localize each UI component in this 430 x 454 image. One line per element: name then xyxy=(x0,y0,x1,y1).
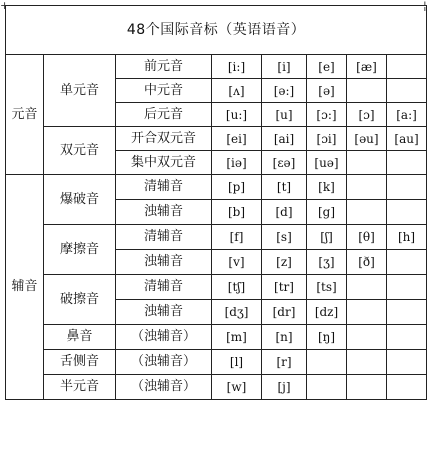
symbol-cell: [e] xyxy=(307,55,347,79)
symbol-cell: [uə] xyxy=(307,151,347,175)
table-row xyxy=(6,375,427,400)
table-row xyxy=(6,225,427,250)
table-row xyxy=(6,350,427,375)
corner-mark-right: ¦ xyxy=(423,0,427,12)
phonetic-table-frame xyxy=(5,5,426,452)
symbol-cell: [ei] xyxy=(212,127,262,151)
symbol-cell: [ə] xyxy=(307,79,347,103)
group-label: 舌侧音 xyxy=(44,350,116,375)
group-label: 鼻音 xyxy=(44,325,116,350)
symbol-cell xyxy=(387,275,427,300)
symbol-cell xyxy=(387,79,427,103)
row-label: 前元音 xyxy=(116,55,212,79)
symbol-cell: [ts] xyxy=(307,275,347,300)
symbol-cell: [g] xyxy=(307,200,347,225)
row-label: 开合双元音 xyxy=(116,127,212,151)
symbol-cell: [ʌ] xyxy=(212,79,262,103)
row-label: 后元音 xyxy=(116,103,212,127)
symbol-cell: [ŋ] xyxy=(307,325,347,350)
table-row xyxy=(6,275,427,300)
row-label: 清辅音 xyxy=(116,175,212,200)
monophthongs-label: 单元音 xyxy=(44,55,116,127)
symbol-cell: [ə:] xyxy=(262,79,307,103)
table-row xyxy=(6,175,427,200)
symbol-cell: [əu] xyxy=(347,127,387,151)
symbol-cell xyxy=(307,375,347,400)
symbol-cell: [tʃ] xyxy=(212,275,262,300)
symbol-cell: [tr] xyxy=(262,275,307,300)
table-title: 48个国际音标（英语语音） xyxy=(6,6,427,55)
symbol-cell xyxy=(387,350,427,375)
symbol-cell: [n] xyxy=(262,325,307,350)
group-label: 爆破音 xyxy=(44,175,116,225)
row-label: 浊辅音 xyxy=(116,200,212,225)
phonetic-table xyxy=(5,5,427,400)
symbol-cell xyxy=(387,375,427,400)
symbol-cell: [b] xyxy=(212,200,262,225)
row-label: 清辅音 xyxy=(116,275,212,300)
symbol-cell xyxy=(387,250,427,275)
symbol-cell: [p] xyxy=(212,175,262,200)
group-label: 破擦音 xyxy=(44,275,116,325)
row-label: （浊辅音） xyxy=(116,375,212,400)
symbol-cell: [iə] xyxy=(212,151,262,175)
symbol-cell: [au] xyxy=(387,127,427,151)
symbol-cell: [s] xyxy=(262,225,307,250)
group-label: 摩擦音 xyxy=(44,225,116,275)
symbol-cell: [θ] xyxy=(347,225,387,250)
symbol-cell xyxy=(307,350,347,375)
symbol-cell: [k] xyxy=(307,175,347,200)
symbol-cell xyxy=(347,300,387,325)
symbol-cell: [ɔi] xyxy=(307,127,347,151)
symbol-cell: [t] xyxy=(262,175,307,200)
symbol-cell: [v] xyxy=(212,250,262,275)
table-row xyxy=(6,55,427,79)
table-row xyxy=(6,325,427,350)
symbol-cell: [u:] xyxy=(212,103,262,127)
corner-mark-left: + xyxy=(0,0,10,12)
row-label: 浊辅音 xyxy=(116,250,212,275)
symbol-cell: [l] xyxy=(212,350,262,375)
group-label: 半元音 xyxy=(44,375,116,400)
symbol-cell: [d] xyxy=(262,200,307,225)
row-label: （浊辅音） xyxy=(116,350,212,375)
symbol-cell: [z] xyxy=(262,250,307,275)
symbol-cell: [dr] xyxy=(262,300,307,325)
symbol-cell: [w] xyxy=(212,375,262,400)
symbol-cell xyxy=(387,300,427,325)
symbol-cell: [r] xyxy=(262,350,307,375)
symbol-cell xyxy=(387,151,427,175)
consonants-label: 辅音 xyxy=(6,175,44,400)
symbol-cell: [a:] xyxy=(387,103,427,127)
diphthongs-label: 双元音 xyxy=(44,127,116,175)
symbol-cell xyxy=(347,350,387,375)
symbol-cell xyxy=(347,275,387,300)
symbol-cell: [i] xyxy=(262,55,307,79)
symbol-cell: [j] xyxy=(262,375,307,400)
symbol-cell: [ʃ] xyxy=(307,225,347,250)
symbol-cell xyxy=(347,175,387,200)
symbol-cell xyxy=(387,55,427,79)
symbol-cell xyxy=(387,325,427,350)
symbol-cell xyxy=(347,200,387,225)
symbol-cell: [ð] xyxy=(347,250,387,275)
row-label: 清辅音 xyxy=(116,225,212,250)
symbol-cell xyxy=(387,200,427,225)
vowels-label: 元音 xyxy=(6,55,44,175)
symbol-cell: [dz] xyxy=(307,300,347,325)
symbol-cell: [ʒ] xyxy=(307,250,347,275)
table-row xyxy=(6,127,427,151)
symbol-cell: [ɔ:] xyxy=(307,103,347,127)
title-row xyxy=(6,6,427,55)
symbol-cell: [ɛə] xyxy=(262,151,307,175)
row-label: 集中双元音 xyxy=(116,151,212,175)
symbol-cell xyxy=(347,325,387,350)
symbol-cell: [dʒ] xyxy=(212,300,262,325)
symbol-cell xyxy=(347,151,387,175)
row-label: 浊辅音 xyxy=(116,300,212,325)
symbol-cell: [u] xyxy=(262,103,307,127)
symbol-cell xyxy=(347,375,387,400)
symbol-cell: [ai] xyxy=(262,127,307,151)
row-label: （浊辅音） xyxy=(116,325,212,350)
row-label: 中元音 xyxy=(116,79,212,103)
symbol-cell: [æ] xyxy=(347,55,387,79)
symbol-cell: [i:] xyxy=(212,55,262,79)
symbol-cell: [ɔ] xyxy=(347,103,387,127)
symbol-cell: [h] xyxy=(387,225,427,250)
symbol-cell xyxy=(387,175,427,200)
symbol-cell: [f] xyxy=(212,225,262,250)
symbol-cell: [m] xyxy=(212,325,262,350)
symbol-cell xyxy=(347,79,387,103)
